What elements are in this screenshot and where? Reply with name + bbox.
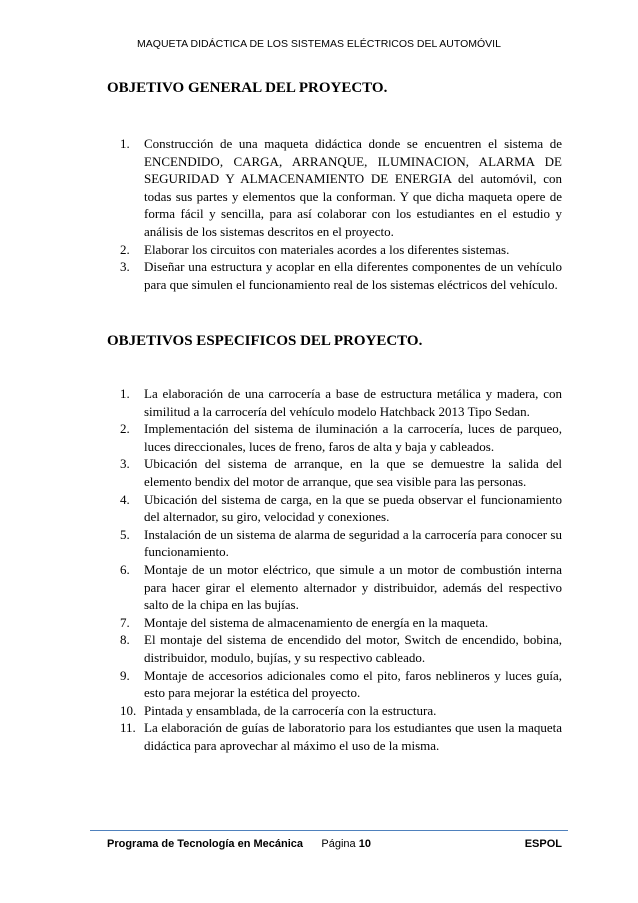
footer-left	[107, 838, 371, 850]
list-item-number: 7.	[120, 614, 130, 630]
footer-divider	[90, 830, 568, 831]
list-item-text: Diseñar una estructura y acoplar en ella diferentes componentes de un vehículo para que simulen el funcionamiento real de los sistemas eléctricos del vehículo.	[144, 259, 562, 292]
list-item	[120, 631, 562, 666]
list-item	[120, 241, 562, 259]
list-item-number: 2.	[120, 421, 130, 437]
list-item-text: Instalación de un sistema de alarma de seguridad a la carrocería para conocer su funcionamiento.	[144, 526, 562, 560]
footer-program: Programa de Tecnología en Mecánica	[107, 838, 304, 850]
list-item-number: 3.	[120, 456, 130, 472]
footer-page-label: Página	[321, 838, 356, 850]
list-item-text: Ubicación del sistema de arranque, en la que se demuestre la salida del elemento bendix del motor de arranque, que sea visible para las personas.	[144, 456, 562, 489]
list-item-text: Construcción de una maqueta didáctica donde se encuentren el sistema de ENCENDIDO, CARGA, ARRANQUE, ILUMINACION, ALARMA DE SEGURIDAD Y ALMACENAMIENTO DE ENERGIA del automóvil, con todas sus partes y elementos que la conforman. Y que dicha maqueta opere de forma fácil y sencilla, para así colaborar con los estudiantes en el estudio y análisis de los sistemas descritos en el proyecto.	[144, 136, 562, 239]
list-item-number: 1.	[120, 136, 130, 151]
running-header: MAQUETA DIDÁCTICA DE LOS SISTEMAS ELÉCTRICOS DEL AUTOMÓVIL	[137, 38, 501, 50]
list-item	[120, 702, 562, 720]
list-item-text: Ubicación del sistema de carga, en la que se pueda observar el funcionamiento del alternador, su giro, velocidad y conexiones.	[144, 491, 562, 525]
list-item	[120, 719, 562, 754]
list-item-text: Montaje de accesorios adicionales como el pito, faros neblineros y luces guía, esto para mejorar la estética del proyecto.	[144, 667, 562, 701]
footer-page-number: 10	[358, 838, 371, 850]
list-item-number: 10.	[120, 702, 137, 718]
list-item-text: Pintada y ensamblada, de la carrocería con la estructura.	[144, 702, 437, 718]
specific-objectives-list	[120, 385, 562, 754]
list-item	[120, 258, 562, 293]
list-item	[120, 455, 562, 490]
list-item-text: Elaborar los circuitos con materiales acordes a los diferentes sistemas.	[144, 241, 510, 257]
list-item	[120, 135, 562, 241]
list-item-number: 3.	[120, 259, 130, 275]
list-item	[120, 526, 562, 561]
list-item-text: La elaboración de una carrocería a base de estructura metálica y madera, con similitud a la carrocería del vehículo modelo Hatchback 2013 Tipo Sedan.	[144, 386, 562, 419]
list-item-number: 5.	[120, 526, 130, 542]
list-item-number: 9.	[120, 667, 130, 683]
list-item-number: 1.	[120, 386, 130, 401]
section-heading-general: OBJETIVO GENERAL DEL PROYECTO.	[107, 80, 388, 96]
list-item	[120, 420, 562, 455]
list-item-text: Montaje del sistema de almacenamiento de energía en la maqueta.	[144, 614, 489, 630]
list-item-text: Implementación del sistema de iluminación a la carrocería, luces de parqueo, luces direccionales, luces de freno, faros de alta y baja y cableados.	[144, 421, 562, 454]
list-item	[120, 561, 562, 614]
list-item	[120, 614, 562, 632]
section-heading-specific: OBJETIVOS ESPECIFICOS DEL PROYECTO.	[107, 333, 423, 349]
list-item-text: Montaje de un motor eléctrico, que simule a un motor de combustión interna para hacer girar el elemento alternador y distribuidor, además del respectivo salto de la chipa en las bujías.	[144, 561, 562, 613]
list-item	[120, 385, 562, 420]
list-item-text: La elaboración de guías de laboratorio para los estudiantes que usen la maqueta didáctica para aprovechar al máximo el uso de la misma.	[144, 720, 562, 753]
list-item-number: 4.	[120, 491, 130, 507]
list-item-number: 11.	[120, 720, 136, 736]
list-item-number: 2.	[120, 241, 130, 257]
list-item-number: 6.	[120, 561, 130, 577]
general-objectives-list	[120, 135, 562, 293]
list-item-text: El montaje del sistema de encendido del motor, Switch de encendido, bobina, distribuidor, modulo, bujías, y su respectivo cableado.	[144, 632, 562, 665]
list-item-number: 8.	[120, 632, 130, 648]
footer-institution: ESPOL	[524, 838, 562, 850]
list-item	[120, 667, 562, 702]
list-item	[120, 491, 562, 526]
